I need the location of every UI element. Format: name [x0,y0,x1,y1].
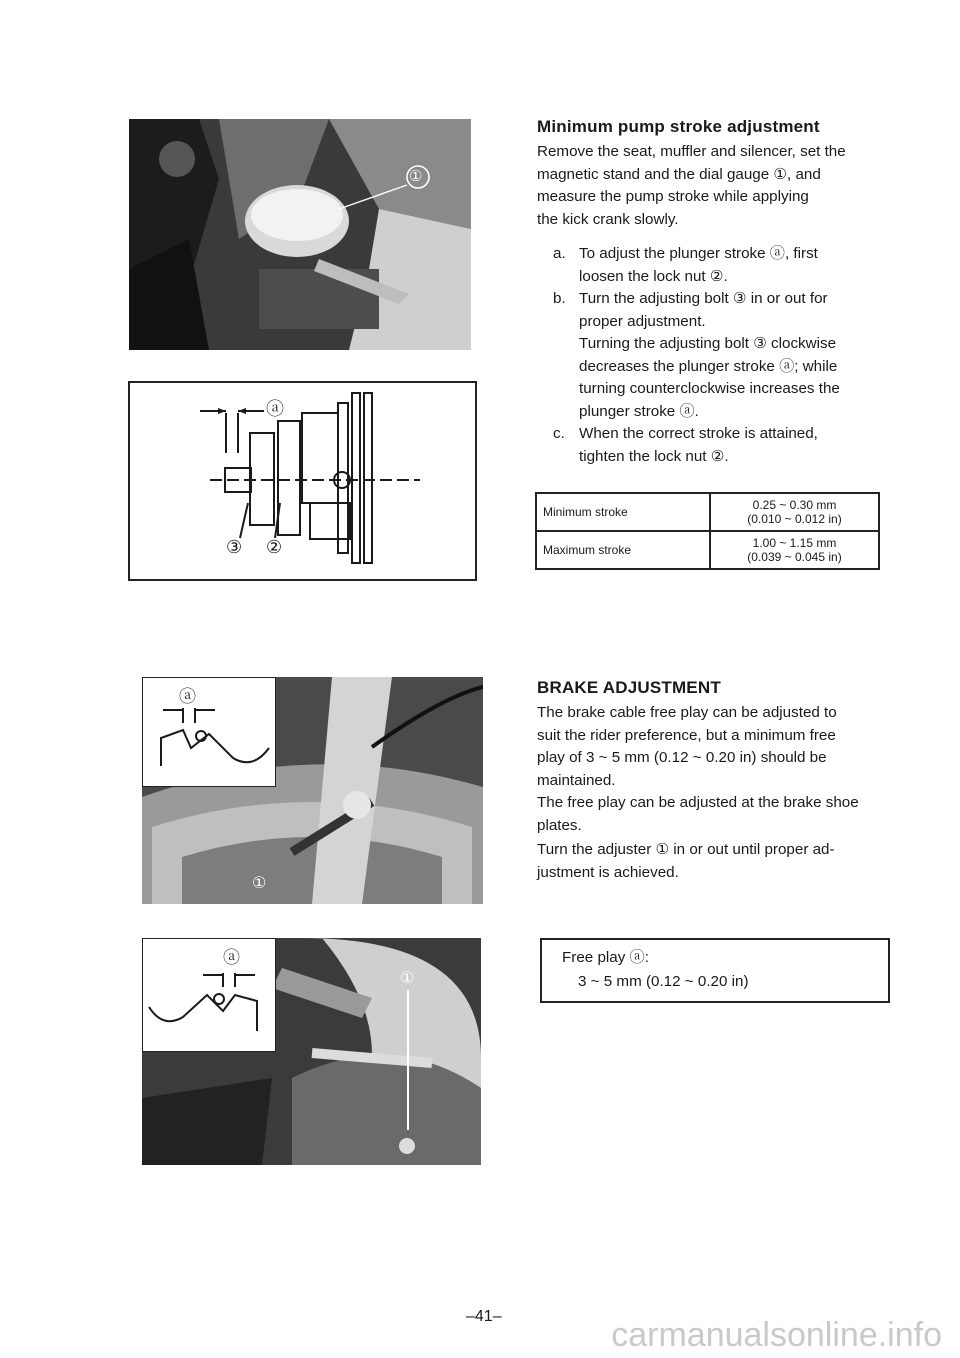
pump-step-b [537,288,887,423]
callout-1-label: ① [409,168,423,185]
page-number: –41– [466,1308,502,1325]
pump-step-a [537,243,887,288]
pump-intro [537,141,887,231]
watermark: carmanualsonline.info [611,1316,942,1354]
brake-line: suit the rider preference, but a minimum free [537,726,836,744]
step-line: loosen the lock nut ②. [579,267,728,285]
spec-value-in: (0.039 ~ 0.045 in) [747,550,842,564]
free-play-value: 3 ~ 5 mm (0.12 ~ 0.20 in) [578,973,749,990]
spec-value-mm: 1.00 ~ 1.15 mm [752,536,837,550]
brake-line: The free play can be adjusted at the brake shoe [537,794,859,811]
pump-diagram [128,381,477,581]
free-play-label: Free play ⓐ: [562,949,649,966]
stroke-spec-table [535,492,880,570]
step-line: proper adjustment. [579,312,706,330]
pump-photo [129,119,471,350]
diagram-label-2: ② [266,537,283,557]
step-line: Turning the adjusting bolt ③ clockwise [579,335,837,352]
lever-inset-1 [142,677,276,787]
brake-line: plates. [537,816,582,834]
step-marker: a. [553,245,566,262]
spec-name: Maximum stroke [536,531,710,569]
pump-intro-line: measure the pump stroke while applying [537,188,809,205]
pump-intro-line: magnetic stand and the dial gauge ①, and [537,165,821,183]
pump-intro-line: the kick crank slowly. [537,210,679,228]
step-line: tighten the lock nut ②. [579,447,729,465]
brake-photo-front [142,677,483,904]
table-row [536,531,879,569]
lever-inset-1-label-a: ⓐ [179,687,196,706]
adjuster-leader-line [407,990,409,1130]
spec-value-mm: 0.25 ~ 0.30 mm [752,498,837,512]
diagram-label-a: ⓐ [266,399,284,419]
spec-name: Minimum stroke [536,493,710,531]
brake-photo-front-label-1: ① [252,875,267,892]
lever-inset-2-label-a: ⓐ [223,948,240,967]
pump-intro-line: Remove the seat, muffler and silencer, set the [537,143,846,160]
pump-step-c [537,423,887,468]
brake-line: justment is achieved. [537,863,679,881]
lever-inset-2 [142,938,276,1052]
step-line: turning counterclockwise increases the [579,380,840,397]
diagram-label-3: ③ [226,537,243,557]
spec-value [710,531,879,569]
step-line: When the correct stroke is attained, [579,425,818,442]
brake-line: maintained. [537,771,616,789]
step-line: plunger stroke ⓐ. [579,402,699,420]
brake-section [537,678,887,884]
free-play-spec-box [540,938,890,1003]
brake-section-title: BRAKE ADJUSTMENT [537,678,721,697]
table-row [536,493,879,531]
brake-line: The brake cable free play can be adjusted to [537,704,837,721]
step-line: decreases the plunger stroke ⓐ; while [579,357,838,375]
step-marker: b. [553,290,566,307]
pump-section-title: Minimum pump stroke adjustment [537,117,820,136]
spec-value-in: (0.010 ~ 0.012 in) [747,512,842,526]
pump-steps [537,243,887,468]
brake-line: Turn the adjuster ① in or out until proper ad- [537,841,835,858]
brake-paragraph [537,702,887,884]
pump-section [537,117,887,468]
brake-photo-rear-label-1: ① [400,970,415,987]
step-line: To adjust the plunger stroke ⓐ, first [579,245,818,262]
step-marker: c. [553,425,565,442]
spec-value [710,493,879,531]
brake-photo-rear [142,938,481,1165]
brake-line: play of 3 ~ 5 mm (0.12 ~ 0.20 in) should be [537,749,827,766]
step-line: Turn the adjusting bolt ③ in or out for [579,290,828,307]
